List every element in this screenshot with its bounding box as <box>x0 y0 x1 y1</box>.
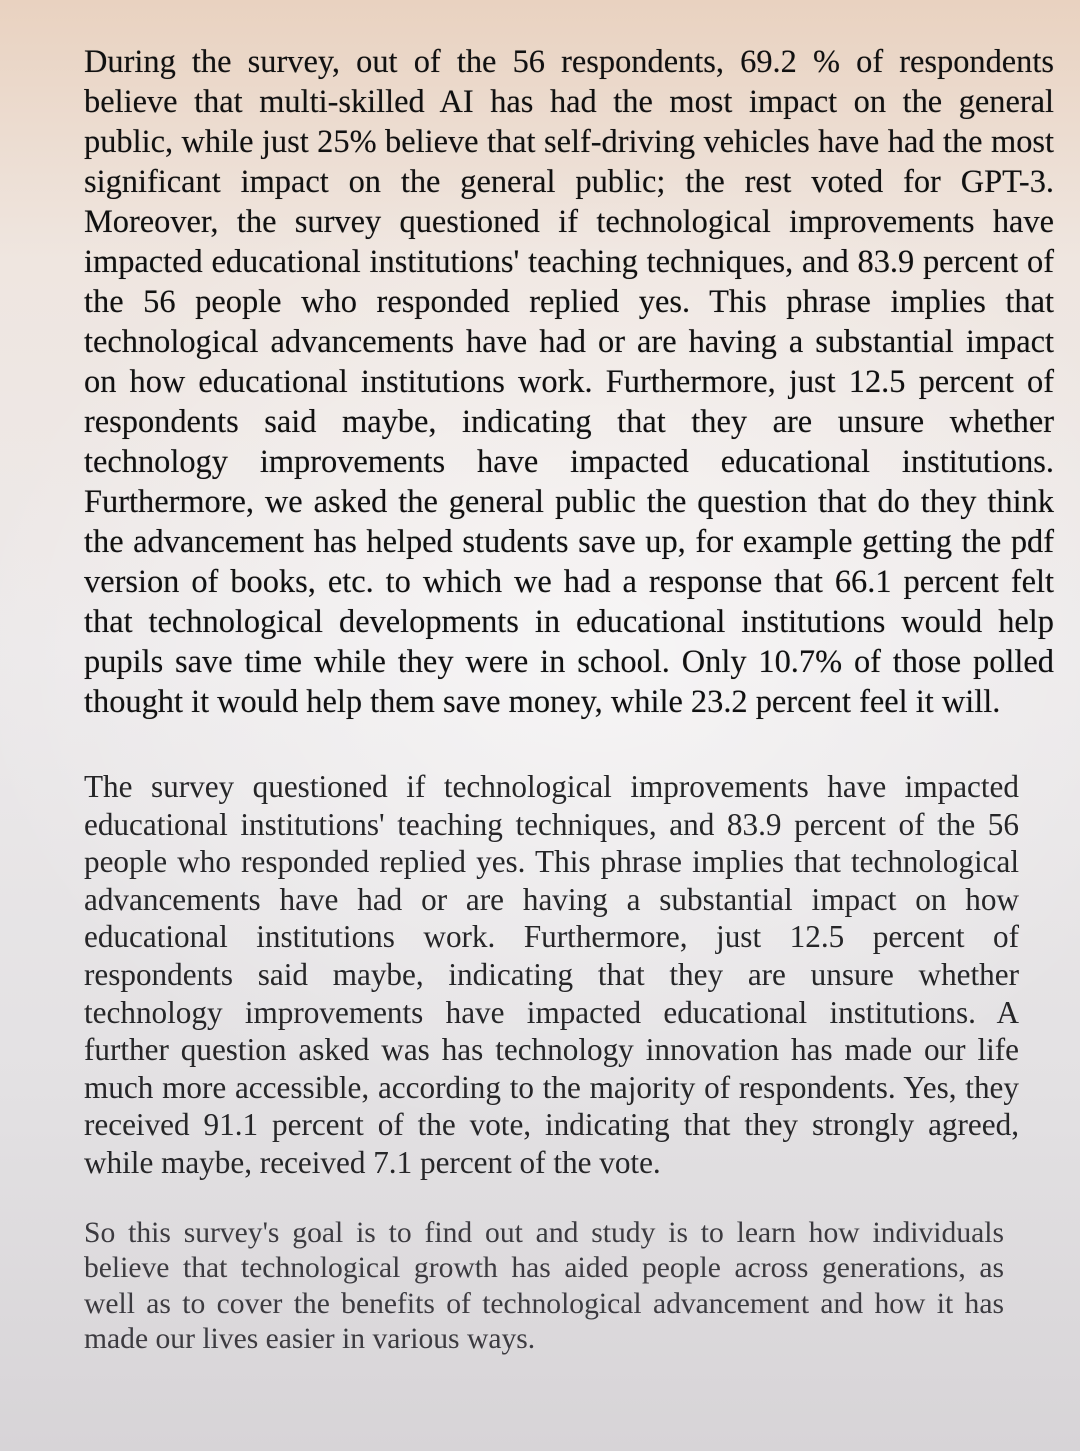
paragraph-survey-goal: So this survey's goal is to find out and study is to learn how individuals believe that technological growth has aided people across generations, as well as to cover the benefits of technological advancement and how it has made our lives easier in various ways. <box>84 1216 1004 1356</box>
document-page <box>84 42 1054 1358</box>
paragraph-survey-results: During the survey, out of the 56 respondents, 69.2 % of respondents believe that multi-skilled AI has had the most impact on the general public, while just 25% believe that self-driving vehicles have had the most significant impact on the general public; the rest voted for GPT-3. Moreover, the survey questioned if technological improvements have impacted educational institutions' teaching techniques, and 83.9 percent of the 56 people who responded replied yes. This phrase implies that technological advancements have had or are having a substantial impact on how educational institutions work. Furthermore, just 12.5 percent of respondents said maybe, indicating that they are unsure whether technology improvements have impacted educational institutions. Furthermore, we asked the general public the question that do they think the advancement has helped students save up, for example getting the pdf version of books, etc. to which we had a response that 66.1 percent felt that technological developments in educational institutions would help pupils save time while they were in school. Only 10.7% of those polled thought it would help them save money, while 23.2 percent feel it will. <box>84 44 1054 720</box>
paragraph-teaching-techniques: The survey questioned if technological improvements have impacted educational institutions' teaching techniques, and 83.9 percent of the 56 people who responded replied yes. This phrase implies that technological advancements have had or are having a substantial impact on how educational institutions work. Furthermore, just 12.5 percent of respondents said maybe, indicating that they are unsure whether technology improvements have impacted educational institutions. A further question asked was has technology innovation has made our life much more accessible, according to the majority of respondents. Yes, they received 91.1 percent of the vote, indicating that they strongly agreed, while maybe, received 7.1 percent of the vote. <box>84 769 1019 1180</box>
